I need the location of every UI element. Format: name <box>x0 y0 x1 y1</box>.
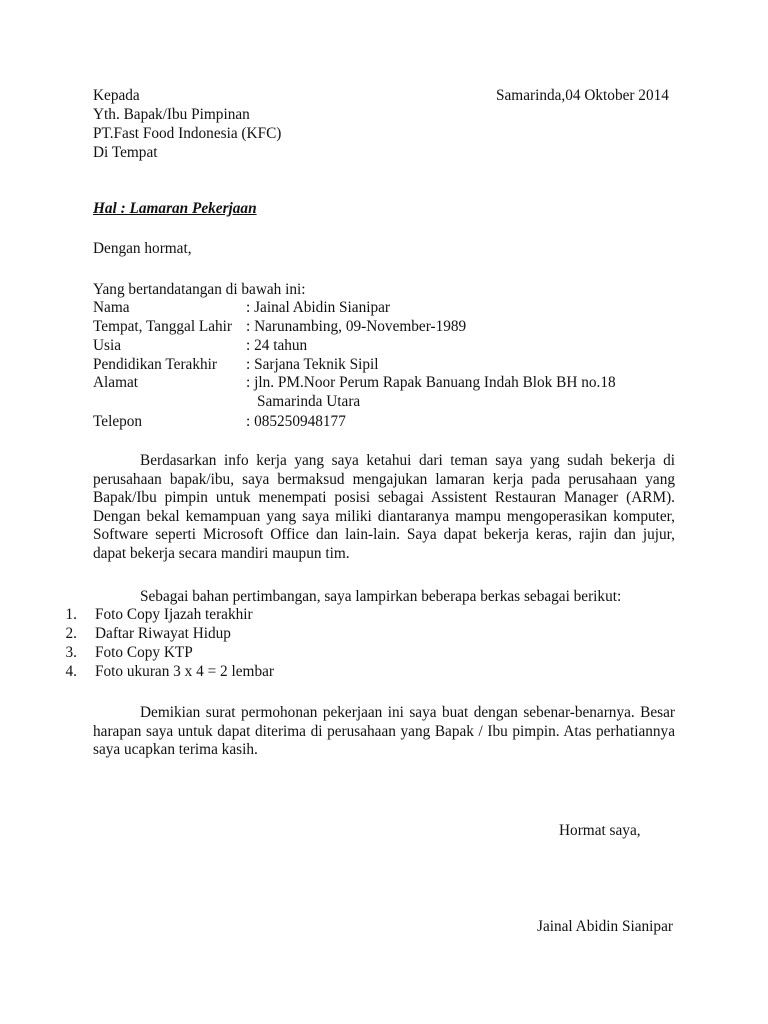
list-text: Foto ukuran 3 x 4 = 2 lembar <box>95 663 274 680</box>
paragraph-line: perusahaan bapak/ibu, saya bermaksud mengajukan lamaran kerja pada perusahaan yang <box>93 470 675 488</box>
body-paragraph-1 <box>93 452 675 564</box>
detail-value: : Sarjana Teknik Sipil <box>246 356 379 373</box>
detail-label: Tempat, Tanggal Lahir <box>93 318 233 335</box>
recipient-line-4: Di Tempat <box>93 144 158 161</box>
letter-date: Samarinda,04 Oktober 2014 <box>496 87 669 104</box>
recipient-line-2: Yth. Bapak/Ibu Pimpinan <box>93 106 250 123</box>
detail-row-address-cont <box>93 393 360 412</box>
detail-label: Pendidikan Terakhir <box>93 356 217 373</box>
paragraph-line: saya ucapkan terima kasih. <box>93 741 258 759</box>
detail-value: : jln. PM.Noor Perum Rapak Banuang Indah Blok BH no.18 <box>246 374 616 391</box>
detail-value: : 24 tahun <box>246 337 308 354</box>
intro-text: Yang bertandatangan di bawah ini: <box>93 281 306 298</box>
signature-name: Jainal Abidin Sianipar <box>537 918 673 935</box>
body-paragraph-2: Sebagai bahan pertimbangan, saya lampirkan beberapa berkas sebagai berikut: <box>140 588 622 605</box>
greeting: Dengan hormat, <box>93 240 192 257</box>
detail-label: Telepon <box>93 413 143 430</box>
detail-row-age <box>93 337 307 356</box>
paragraph-line: Bapak/Ibu pimpin untuk menempati posisi sebagai Assistent Restauran Manager (ARM). <box>93 489 675 507</box>
detail-value: : Narunambing, 09-November-1989 <box>246 318 467 335</box>
detail-value: Samarinda Utara <box>257 393 361 410</box>
list-number: 2. <box>65 625 77 642</box>
detail-value: : Jainal Abidin Sianipar <box>246 299 391 316</box>
closing: Hormat saya, <box>559 822 641 839</box>
list-text: Daftar Riwayat Hidup <box>95 625 231 642</box>
list-number: 1. <box>65 606 77 623</box>
body-paragraph-3 <box>93 704 675 760</box>
detail-row-name <box>93 299 390 318</box>
detail-value: : 085250948177 <box>246 413 346 430</box>
list-text: Foto Copy KTP <box>95 644 193 661</box>
paragraph-line: dapat bekerja secara mandiri maupun tim. <box>93 544 350 562</box>
paragraph-line: Berdasarkan info kerja yang saya ketahui dari teman saya yang sudah bekerja di <box>140 452 675 469</box>
recipient-line-1: Kepada <box>93 87 140 104</box>
detail-label: Alamat <box>93 374 139 391</box>
paragraph-line: Demikian surat permohonan pekerjaan ini saya buat dengan sebenar-benarnya. Besar <box>140 704 675 721</box>
list-number: 3. <box>65 644 77 661</box>
detail-row-education <box>93 356 378 375</box>
letter-subject: Hal : Lamaran Pekerjaan <box>93 200 257 217</box>
detail-row-address <box>93 374 616 393</box>
detail-label: Nama <box>93 299 130 316</box>
list-text: Foto Copy Ijazah terakhir <box>95 606 253 623</box>
recipient-line-3: PT.Fast Food Indonesia (KFC) <box>93 125 282 142</box>
detail-row-phone <box>93 413 346 432</box>
detail-label: Usia <box>93 337 122 354</box>
detail-row-birth <box>93 318 466 337</box>
list-number: 4. <box>65 663 77 680</box>
paragraph-line: harapan saya untuk dapat diterima di perusahaan yang Bapak / Ibu pimpin. Atas perhatiannya <box>93 722 675 740</box>
paragraph-line: Software seperti Microsoft Office dan lain-lain. Saya dapat bekerja keras, rajin dan jujur, <box>93 526 675 544</box>
paragraph-line: Dengan bekal kemampuan yang saya miliki diantaranya mampu mengoperasikan komputer, <box>93 507 675 525</box>
